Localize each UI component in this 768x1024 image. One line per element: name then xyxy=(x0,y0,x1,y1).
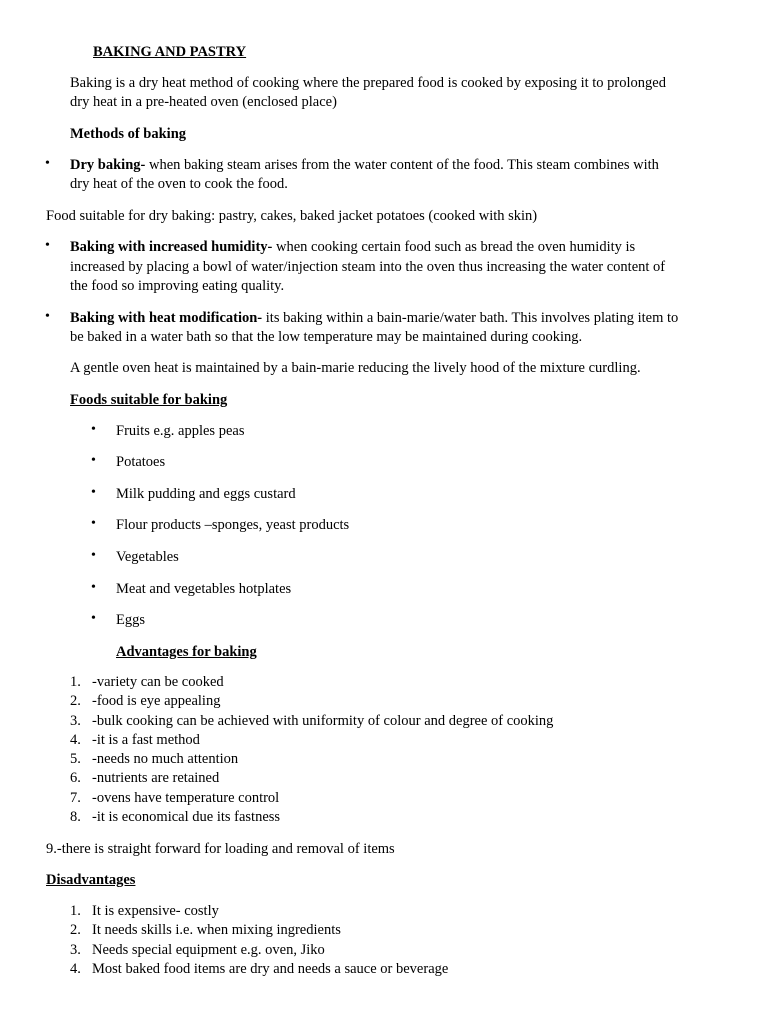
humidity-term: Baking with increased humidity- xyxy=(70,239,273,255)
list-item: 3. -bulk cooking can be achieved with uniformity of colour and degree of cooking xyxy=(70,712,554,729)
food-item: Potatoes xyxy=(116,454,166,470)
list-item: 4. Most baked food items are dry and needs a sauce or beverage xyxy=(70,960,449,977)
bullet-icon: • xyxy=(91,422,96,437)
bullet-icon: • xyxy=(45,309,50,324)
bullet-icon: • xyxy=(45,156,50,171)
disadvantages-heading: Disadvantages xyxy=(46,872,136,888)
humidity-text: when cooking certain food such as bread the oven humidity is xyxy=(272,239,636,255)
food-item: Flour products –sponges, yeast products xyxy=(116,517,350,533)
list-item: 8. -it is economical due its fastness xyxy=(70,809,281,826)
list-item: 5. -needs no much attention xyxy=(70,751,239,768)
list-item: 6. -nutrients are retained xyxy=(70,770,220,787)
dry-baking-term: Dry baking- xyxy=(70,157,146,173)
food-item: Fruits e.g. apples peas xyxy=(116,423,245,439)
methods-heading: Methods of baking xyxy=(70,126,187,142)
heat-mod-line-1 xyxy=(70,309,678,328)
heat-mod-line-2: be baked in a water bath so that the low temperature may be maintained during cooking. xyxy=(70,329,583,345)
dry-baking-line-2: dry heat of the oven to cook the food. xyxy=(70,176,288,192)
dry-baking-line-1 xyxy=(70,156,659,175)
gentle-heat: A gentle oven heat is maintained by a bain-marie reducing the lively hood of the mixture curdling. xyxy=(70,360,641,376)
foods-heading: Foods suitable for baking xyxy=(70,392,228,408)
bullet-icon: • xyxy=(91,485,96,500)
disadvantages-list xyxy=(70,903,448,980)
humidity-line-1 xyxy=(70,238,635,257)
bullet-icon: • xyxy=(91,516,96,531)
food-item: Milk pudding and eggs custard xyxy=(116,486,296,502)
bullet-icon: • xyxy=(91,548,96,563)
bullet-icon: • xyxy=(91,611,96,626)
advantages-heading: Advantages for baking xyxy=(116,644,257,660)
food-item: Vegetables xyxy=(116,549,179,565)
list-item: 2. -food is eye appealing xyxy=(70,693,221,710)
list-item: 7. -ovens have temperature control xyxy=(70,789,280,806)
list-item: 3. Needs special equipment e.g. oven, Jiko xyxy=(70,941,325,958)
list-item: 1. It is expensive- costly xyxy=(70,903,219,919)
humidity-line-3: the food so improving eating quality. xyxy=(70,278,285,294)
advantages-list xyxy=(70,674,553,828)
heat-mod-term: Baking with heat modification- xyxy=(70,310,263,326)
humidity-line-2: increased by placing a bowl of water/injection steam into the oven thus increasing the water content of xyxy=(70,259,666,275)
list-item: 2. It needs skills i.e. when mixing ingredients xyxy=(70,922,341,939)
dry-suitable: Food suitable for dry baking: pastry, cakes, baked jacket potatoes (cooked with skin) xyxy=(46,208,538,224)
intro-line-2: dry heat in a pre-heated oven (enclosed place) xyxy=(70,94,337,110)
bullet-icon: • xyxy=(45,238,50,253)
heat-mod-text: its baking within a bain-marie/water bath. This involves plating item to xyxy=(262,310,679,326)
dry-baking-text: when baking steam arises from the water content of the food. This steam combines with xyxy=(145,157,659,173)
page-title: BAKING AND PASTRY xyxy=(93,44,247,60)
list-item: 4. -it is a fast method xyxy=(70,731,200,748)
list-item: 1. -variety can be cooked xyxy=(70,674,224,690)
food-item: Meat and vegetables hotplates xyxy=(116,581,292,597)
advantage-9: 9.-there is straight forward for loading and removal of items xyxy=(46,841,395,857)
bullet-icon: • xyxy=(91,453,96,468)
intro-line-1: Baking is a dry heat method of cooking where the prepared food is cooked by exposing it to prolonged xyxy=(70,75,666,91)
food-item: Eggs xyxy=(116,612,145,628)
bullet-icon: • xyxy=(91,580,96,595)
